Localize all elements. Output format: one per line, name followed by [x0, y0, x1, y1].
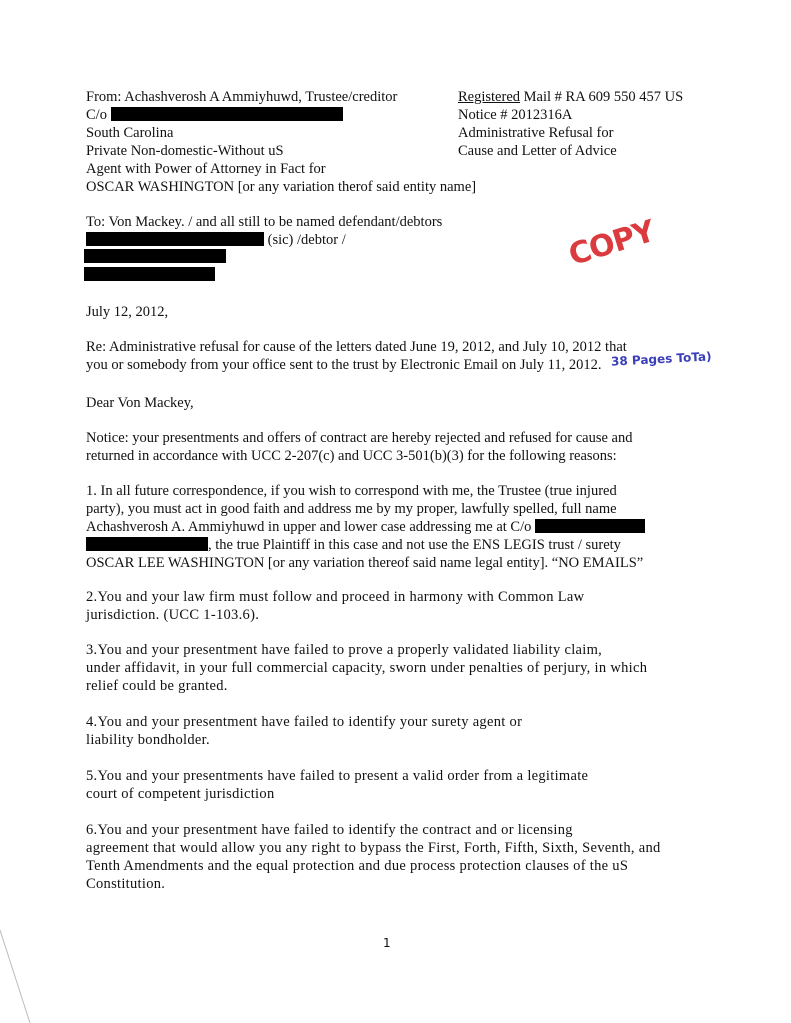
notice-block	[458, 88, 683, 160]
notice-paragraph: Notice: your presentments and offers of contract are hereby rejected and refused for cause and returned in accordance with UCC 2-207(c) and UCC 3-501(b)(3) for the following reasons:	[86, 430, 633, 464]
registered-mail-line: Registered Mail # RA 609 550 457 US	[458, 89, 684, 105]
handwritten-note: 38 Pages ToTa)	[610, 349, 712, 369]
letter-date: July 12, 2012,	[86, 304, 169, 320]
reason-6: 6.You and your presentment have failed to identify the contract and or licensing agreement that would allow you any right to bypass the First, Forth, Fifth, Sixth, Seventh, and Tenth Amendments and the equal protection and due process protection clauses of the uS Constitution.	[86, 822, 661, 892]
redaction-bar	[84, 249, 226, 263]
copy-stamp: COPY	[564, 214, 659, 273]
redaction-bar	[86, 537, 208, 551]
refusal-line: Administrative Refusal for	[458, 125, 614, 141]
reason-3: 3.You and your presentment have failed to prove a properly validated liability claim, under affidavit, in your full commercial capacity, sworn under penalties of perjury, in which relief could be granted.	[86, 642, 648, 694]
state-line: South Carolina	[86, 125, 174, 141]
recipient-block	[86, 213, 442, 249]
reason-1: 1. In all future correspondence, if you wish to correspond with me, the Trustee (true injured party), you must act in good faith and address me by my proper, lawfully spelled, full name Achashverosh A. Ammiyhuwd in upper and lower case addressing me at C/o , the true Plaintiff in this case and not use the ENS LEGIS trust / surety OSCAR LEE WASHINGTON [or any variation thereof said name legal entity]. “NO EMAILS”	[86, 483, 644, 571]
private-line: Private Non-domestic-Without uS	[86, 143, 284, 159]
page-number: 1	[383, 936, 391, 950]
redaction-bar	[86, 232, 264, 246]
agent-line: Agent with Power of Attorney in Fact for	[86, 161, 326, 177]
reason-2: 2.You and your law firm must follow and proceed in harmony with Common Law jurisdiction. (UCC 1-103.6).	[86, 589, 585, 623]
scan-artifact	[0, 930, 40, 1023]
re-line-1: Re: Administrative refusal for cause of the letters dated June 19, 2012, and July 10, 2012 that	[86, 339, 627, 355]
from-line: From: Achashverosh A Ammiyhuwd, Trustee/creditor	[86, 89, 398, 105]
redaction-bar	[84, 267, 215, 281]
reason-4: 4.You and your presentment have failed to identify your surety agent or liability bondholder.	[86, 714, 523, 748]
sic-line: (sic) /debtor /	[86, 231, 442, 249]
care-of-line: C/o	[86, 106, 476, 124]
notice-number: Notice # 2012316A	[458, 107, 573, 123]
re-line-2: you or somebody from your office sent to the trust by Electronic Email on July 11, 2012.	[86, 357, 602, 373]
re-block	[86, 338, 627, 374]
to-line: To: Von Mackey. / and all still to be named defendant/debtors	[86, 214, 443, 230]
reason-5: 5.You and your presentments have failed to present a valid order from a legitimate court of competent jurisdiction	[86, 768, 589, 802]
oscar-line: OSCAR WASHINGTON [or any variation therof said entity name]	[86, 179, 477, 195]
sender-block	[86, 88, 476, 196]
cause-line: Cause and Letter of Advice	[458, 143, 617, 159]
redaction-bar	[111, 107, 343, 121]
salutation: Dear Von Mackey,	[86, 395, 194, 411]
redaction-bar	[535, 519, 645, 533]
